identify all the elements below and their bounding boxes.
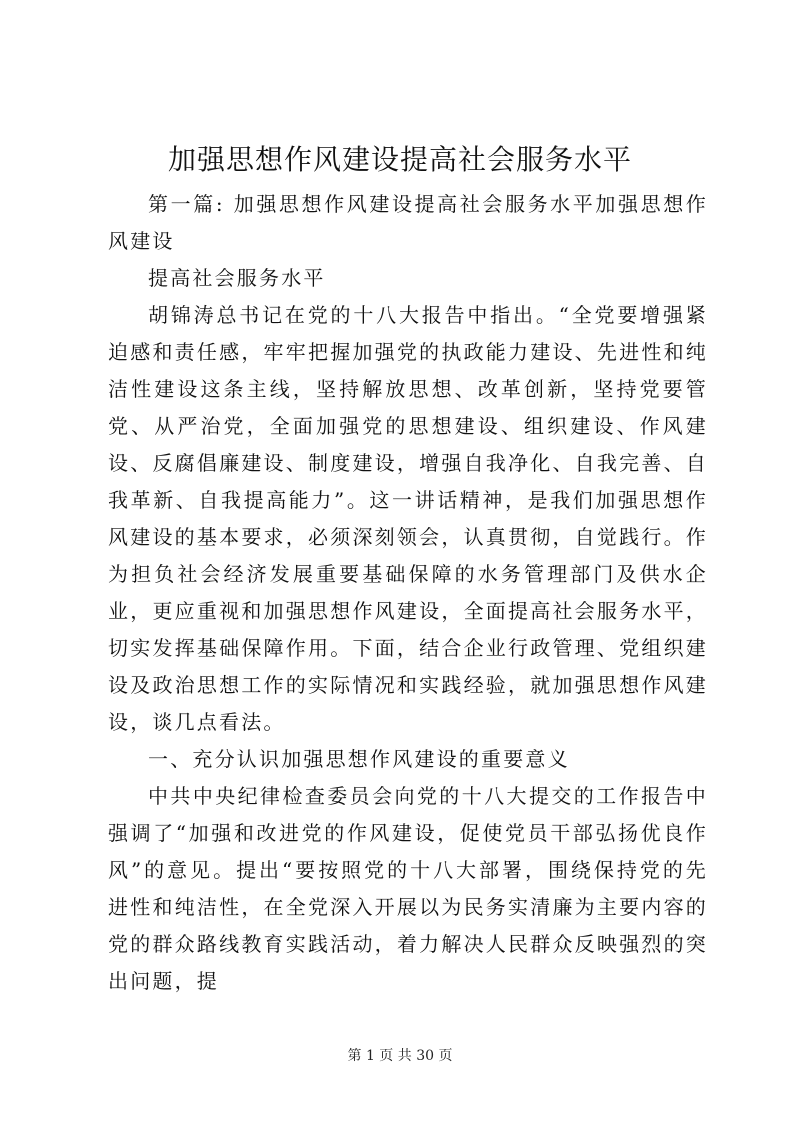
paragraph-quote: 胡锦涛总书记在党的十八大报告中指出。“全党要增强紧迫感和责任感，牢牢把握加强党的执政能力建设、先进性和纯洁性建设这条主线，坚持解放思想、改革创新，坚持党要管党、从严治党，全面加强党的思想建设、组织建设、作风建设、反腐倡廉建设、制度建设，增强自我净化、自我完善、自我革新、自我提高能力”。这一讲话精神，是我们加强思想作风建设的基本要求，必须深刻领会，认真贯彻，自觉践行。作为担负社会经济发展重要基础保障的水务管理部门及供水企业，更应重视和加强思想作风建设，全面提高社会服务水平，切实发挥基础保障作用。下面，结合企业行政管理、党组织建设及政治思想工作的实际情况和实践经验，就加强思想作风建设，谈几点看法。 [108,303,708,734]
document-body [108,186,708,1000]
paragraph-intro: 第一篇: 加强思想作风建设提高社会服务水平加强思想作风建设 [108,192,708,253]
paragraph-report: 中共中央纪律检查委员会向党的十八大提交的工作报告中强调了“加强和改进党的作风建设，促使党员干部弘扬优良作风”的意见。提出“要按照党的十八大部署，围绕保持党的先进性和纯洁性，在全党深入开展以为民务实清廉为主要内容的党的群众路线教育实践活动，着力解决人民群众反映强烈的突出问题，提 [108,784,708,993]
paragraph-subtitle: 提高社会服务水平 [148,266,326,290]
page-number: 第 1 页 共 30 页 [347,1048,453,1064]
page-title: 加强思想作风建设提高社会服务水平 [167,143,632,176]
section-heading: 一、充分认识加强思想作风建设的重要意义 [148,747,570,771]
page-footer [0,1046,800,1066]
